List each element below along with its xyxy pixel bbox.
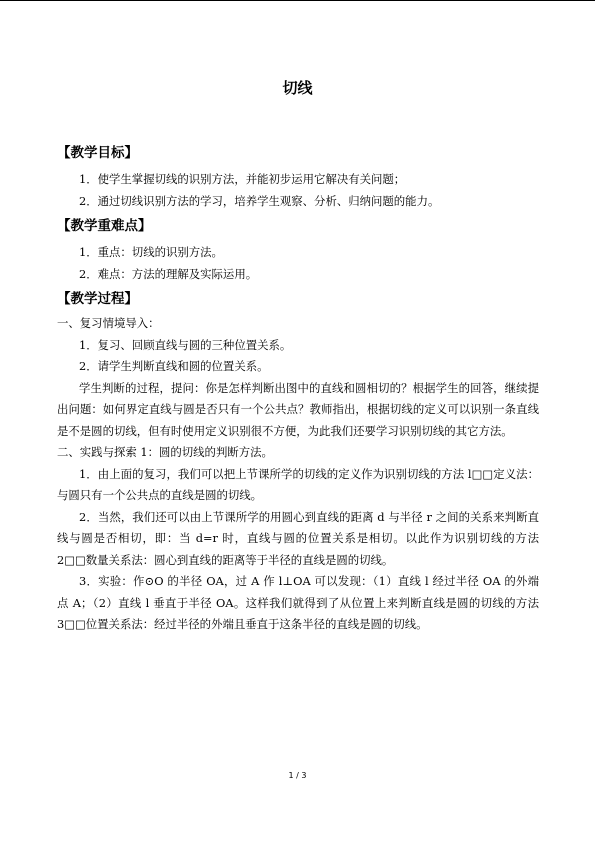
process-part2-paragraph-1: 1．由上面的复习，我们可以把上节课所学的切线的定义作为识别切线的方法 l□□定义法：与圆只有一个公共点的直线是圆的切线。 bbox=[57, 466, 539, 502]
process-part1-paragraph: 学生判断的过程，提问：你是怎样判断出图中的直线和圆相切的？根据学生的回答，继续提出问题：如何界定直线与圆是否只有一个公共点？教师指出，根据切线的定义可以识别一条直线是不是圆的切线，但有时使用定义识别很不方便，为此我们还要学习识别切线的其它方法。 bbox=[57, 380, 539, 438]
page-top-border bbox=[0, 0, 595, 1]
process-part1-item-2: 2．请学生判断直线和圆的位置关系。 bbox=[79, 359, 269, 373]
process-part2-paragraph-2: 2．当然，我们还可以由上节课所学的用圆心到直线的距离 d 与半径 r 之间的关系来判断直线与圆是否相切，即：当 d=r 时，直线与圆的位置关系是相切。以此作为识别切线的方法 2□□数量关系法：圆心到直线的距离等于半径的直线是圆的切线。 bbox=[57, 509, 539, 567]
section-heading-process: 【教学过程】 bbox=[57, 291, 138, 307]
process-part1-item-1: 1．复习、回顾直线与圆的三种位置关系。 bbox=[79, 337, 292, 352]
process-part2-paragraph-3: 3．实验：作⊙O 的半径 OA，过 A 作 l⊥OA 可以发现：（1）直线 l 经过半径 OA 的外端点 A；（2）直线 l 垂直于半径 OA。这样我们就得到了从位置上来判断直线是圆的切线的方法 3□□位置关系法：经过半径的外端且垂直于这条半径的直线是圆的切线。 bbox=[57, 574, 539, 631]
document-body bbox=[57, 143, 539, 636]
goal-item-1: 1．使学生掌握切线的识别方法，并能初步运用它解决有关问题； bbox=[79, 172, 406, 186]
goal-item-2: 2．通过切线识别方法的学习，培养学生观察、分析、归纳问题的能力。 bbox=[79, 193, 440, 208]
process-part2-title: 二、实践与探索 1：圆的切线的判断方法。 bbox=[57, 445, 273, 459]
process-part1-title: 一、复习情境导入： bbox=[57, 316, 160, 330]
section-heading-goals: 【教学目标】 bbox=[57, 145, 138, 161]
page-number: 1 / 3 bbox=[288, 771, 307, 780]
key-point-item-1: 1．重点：切线的识别方法。 bbox=[79, 245, 223, 259]
section-heading-key-points: 【教学重难点】 bbox=[57, 218, 152, 234]
key-point-item-2: 2．难点：方法的理解及实际运用。 bbox=[79, 266, 258, 281]
document-title: 切线 bbox=[282, 79, 313, 97]
